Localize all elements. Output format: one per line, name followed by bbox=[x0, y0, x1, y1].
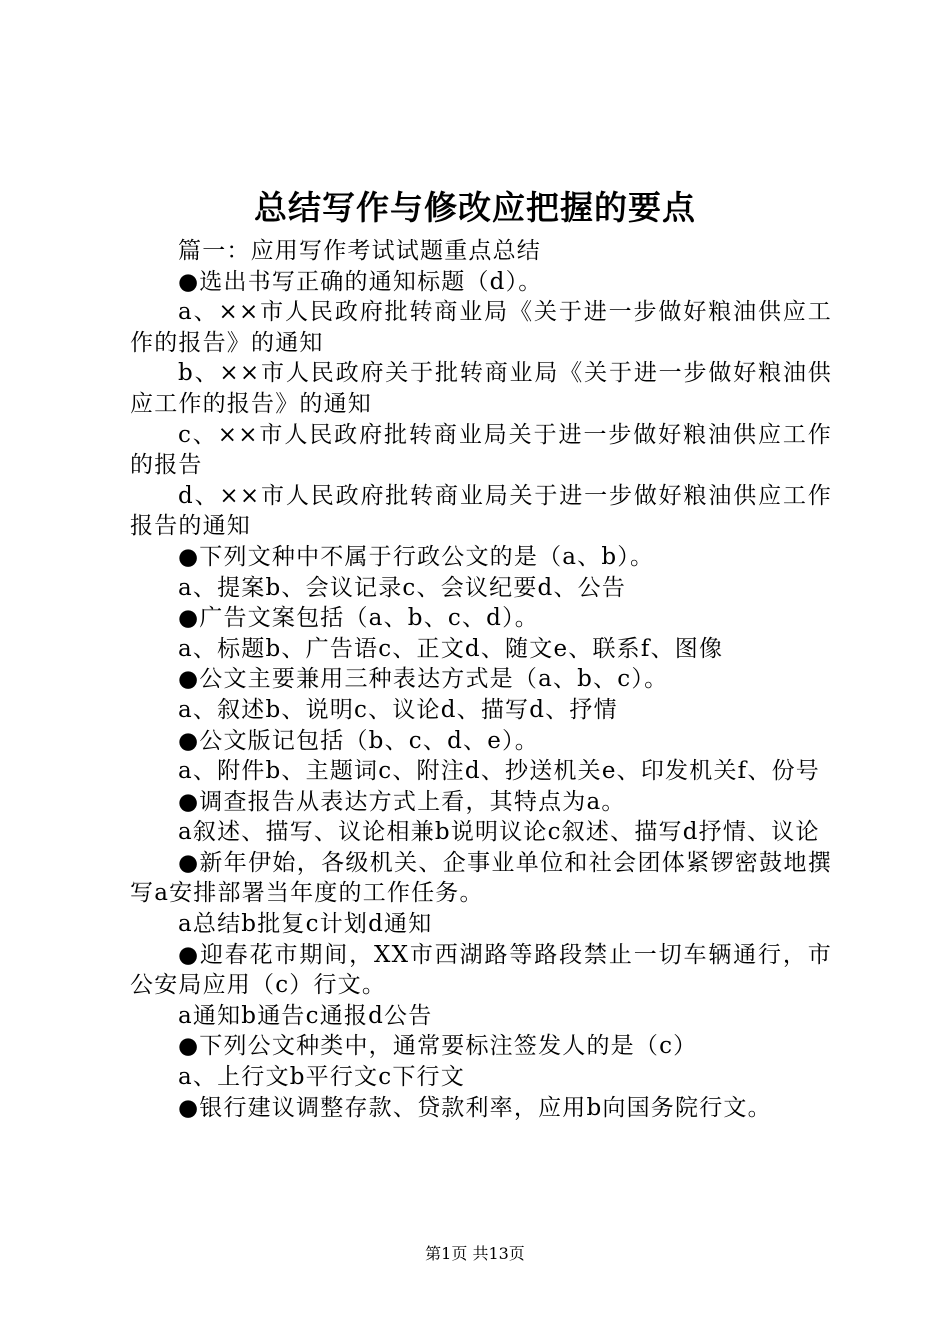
paragraph-question: ●选出书写正确的通知标题（d）。 bbox=[178, 268, 543, 295]
document-body bbox=[130, 236, 832, 1123]
paragraph-question: ●公文主要兼用三种表达方式是（a、b、c）。 bbox=[178, 666, 669, 693]
paragraph-option: b、××市人民政府关于批转商业局《关于进一步做好粮油供应工作的报告》的通知 bbox=[130, 360, 832, 417]
paragraph-question: ●迎春花市期间，XX市西湖路等路段禁止一切车辆通行，市公安局应用（c）行文。 bbox=[130, 941, 832, 999]
document-title: 总结写作与修改应把握的要点 bbox=[254, 188, 696, 227]
paragraph-option: a、标题b、广告语c、正文d、随文e、联系f、图像 bbox=[178, 635, 724, 662]
paragraph-option: d、××市人民政府批转商业局关于进一步做好粮油供应工作报告的通知 bbox=[130, 482, 832, 540]
paragraph-option: a、提案b、会议记录c、会议纪要d、公告 bbox=[178, 574, 627, 601]
paragraph-option: a、××市人民政府批转商业局《关于进一步做好粮油供应工作的报告》的通知 bbox=[130, 299, 832, 356]
paragraph-option: a总结b批复c计划d通知 bbox=[178, 911, 433, 938]
paragraph-question: ●调查报告从表达方式上看，其特点为a。 bbox=[178, 788, 626, 815]
paragraph-option: c、××市人民政府批转商业局关于进一步做好粮油供应工作的报告 bbox=[130, 421, 832, 479]
paragraph-question: ●银行建议调整存款、贷款利率，应用b向国务院行文。 bbox=[178, 1094, 772, 1121]
page-number-footer: 第1页 共13页 bbox=[425, 1244, 525, 1263]
paragraph-question: ●广告文案包括（a、b、c、d）。 bbox=[178, 605, 540, 632]
paragraph-question: ●新年伊始，各级机关、企事业单位和社会团体紧锣密鼓地撰写a安排部署当年度的工作任务。 bbox=[130, 849, 832, 907]
paragraph-question: ●公文版记包括（b、c、d、e）。 bbox=[178, 727, 539, 754]
paragraph-question: ●下列公文种类中，通常要标注签发人的是（c） bbox=[178, 1033, 698, 1060]
paragraph-section-heading: 篇一：应用写作考试试题重点总结 bbox=[178, 238, 541, 264]
paragraph-option: a、附件b、主题词c、附注d、抄送机关e、印发机关f、份号 bbox=[178, 758, 820, 785]
paragraph-option: a、叙述b、说明c、议论d、描写d、抒情 bbox=[178, 696, 618, 723]
paragraph-option: a叙述、描写、议论相兼b说明议论c叙述、描写d抒情、议论 bbox=[178, 819, 820, 846]
paragraph-option: a、上行文b平行文c下行文 bbox=[178, 1064, 465, 1091]
paragraph-question: ●下列文种中不属于行政公文的是（a、b）。 bbox=[178, 543, 655, 570]
paragraph-option: a通知b通告c通报d公告 bbox=[178, 1002, 433, 1029]
